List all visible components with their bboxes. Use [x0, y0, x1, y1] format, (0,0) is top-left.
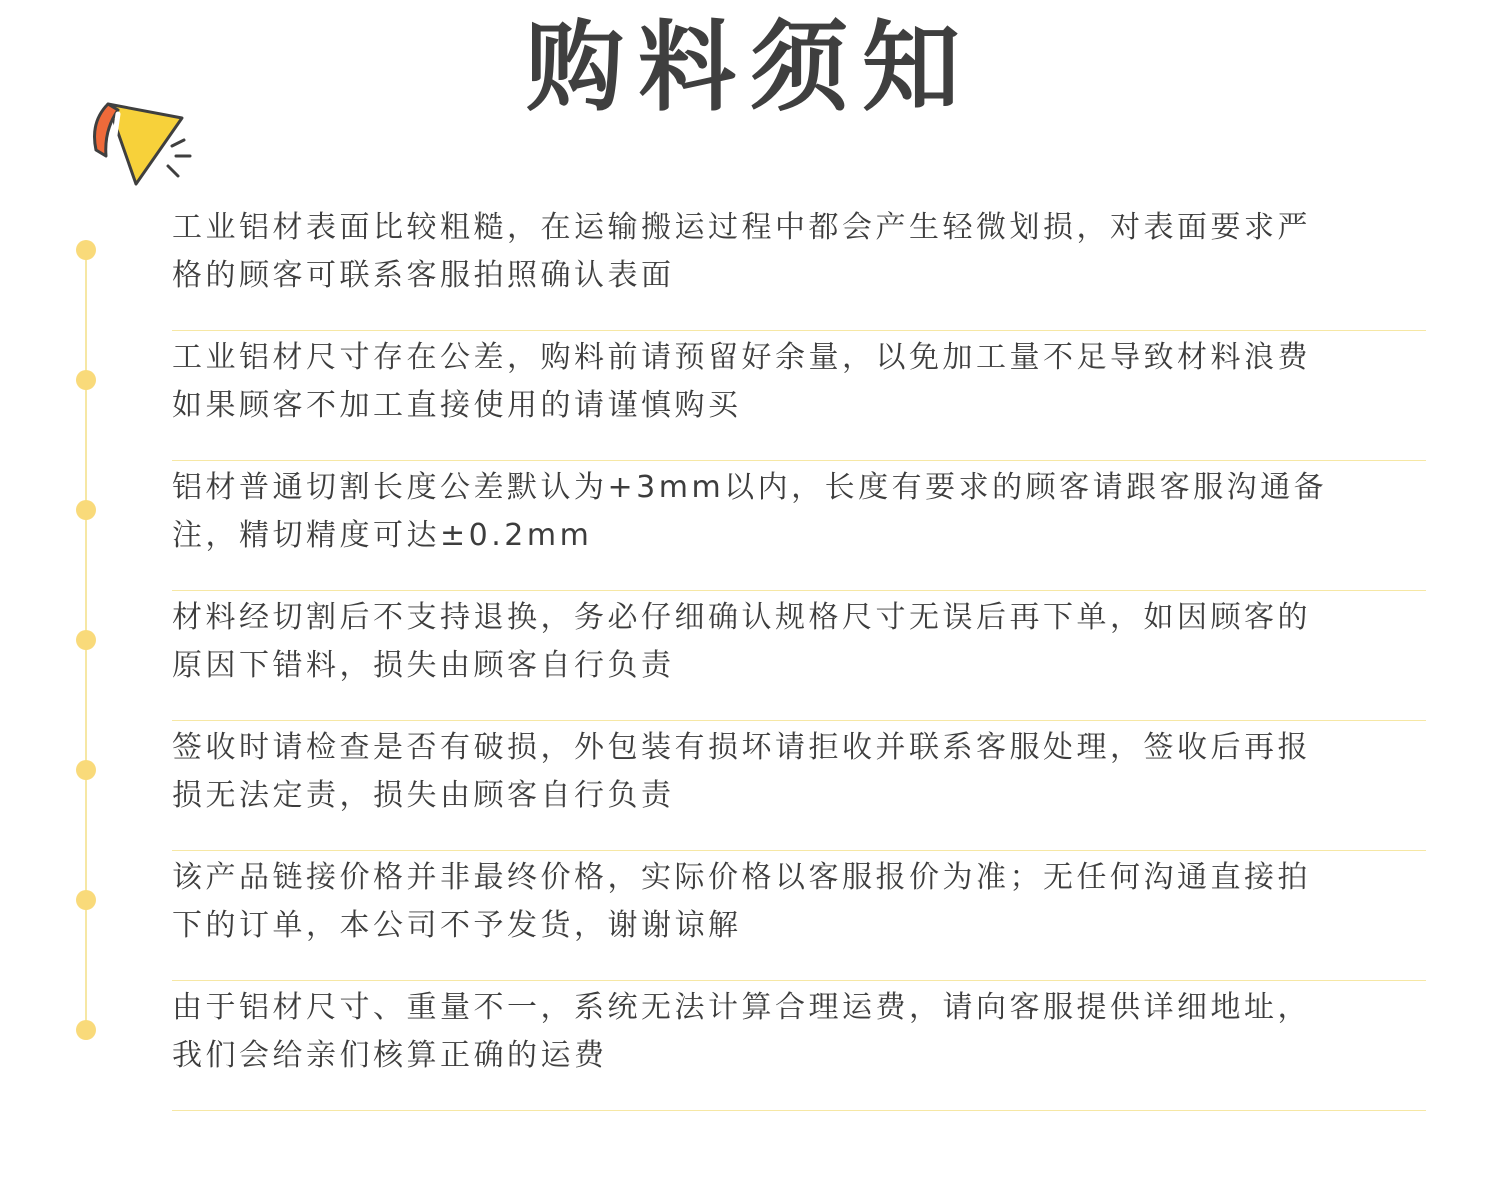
notice-text	[172, 334, 1426, 430]
notice-item	[172, 330, 1426, 461]
notice-text	[172, 464, 1426, 560]
notice-line: 注，精切精度可达±0.2mm	[172, 518, 593, 553]
notice-item	[172, 980, 1426, 1111]
notice-line: 签收时请检查是否有破损，外包装有损坏请拒收并联系客服处理，签收后再报	[172, 730, 1311, 765]
notice-line: 工业铝材尺寸存在公差，购料前请预留好余量，以免加工量不足导致材料浪费	[172, 340, 1311, 375]
notice-line: 下的订单，本公司不予发货，谢谢谅解	[172, 908, 742, 943]
timeline-dot	[76, 240, 96, 260]
timeline-dot	[76, 1020, 96, 1040]
notice-line: 工业铝材表面比较粗糙，在运输搬运过程中都会产生轻微划损，对表面要求严	[172, 210, 1311, 245]
notice-text	[172, 204, 1426, 300]
notice-text	[172, 594, 1426, 690]
timeline-dot	[76, 370, 96, 390]
timeline-dot	[76, 890, 96, 910]
notice-line: 原因下错料，损失由顾客自行负责	[172, 648, 675, 683]
notice-line: 铝材普通切割长度公差默认为+3mm以内，长度有要求的顾客请跟客服沟通备	[172, 470, 1328, 505]
notice-item	[172, 850, 1426, 981]
notice-line: 如果顾客不加工直接使用的请谨慎购买	[172, 388, 742, 423]
notice-line: 我们会给亲们核算正确的运费	[172, 1038, 608, 1073]
page-title: 购料须知	[525, 11, 974, 125]
notice-item	[172, 460, 1426, 591]
notice-text	[172, 854, 1426, 950]
notice-line: 格的顾客可联系客服拍照确认表面	[172, 258, 675, 293]
notice-item	[172, 590, 1426, 721]
timeline-dot	[76, 760, 96, 780]
notice-line: 材料经切割后不支持退换，务必仔细确认规格尺寸无误后再下单，如因顾客的	[172, 600, 1311, 635]
notice-text	[172, 984, 1426, 1080]
notice-line: 由于铝材尺寸、重量不一，系统无法计算合理运费，请向客服提供详细地址，	[172, 990, 1311, 1025]
notice-item	[172, 200, 1426, 331]
notice-text	[172, 724, 1426, 820]
notice-line: 该产品链接价格并非最终价格，实际价格以客服报价为准；无任何沟通直接拍	[172, 860, 1311, 895]
megaphone-icon	[84, 96, 202, 192]
timeline-dot	[76, 500, 96, 520]
timeline-dot	[76, 630, 96, 650]
notice-line: 损无法定责，损失由顾客自行负责	[172, 778, 675, 813]
notice-item	[172, 720, 1426, 851]
